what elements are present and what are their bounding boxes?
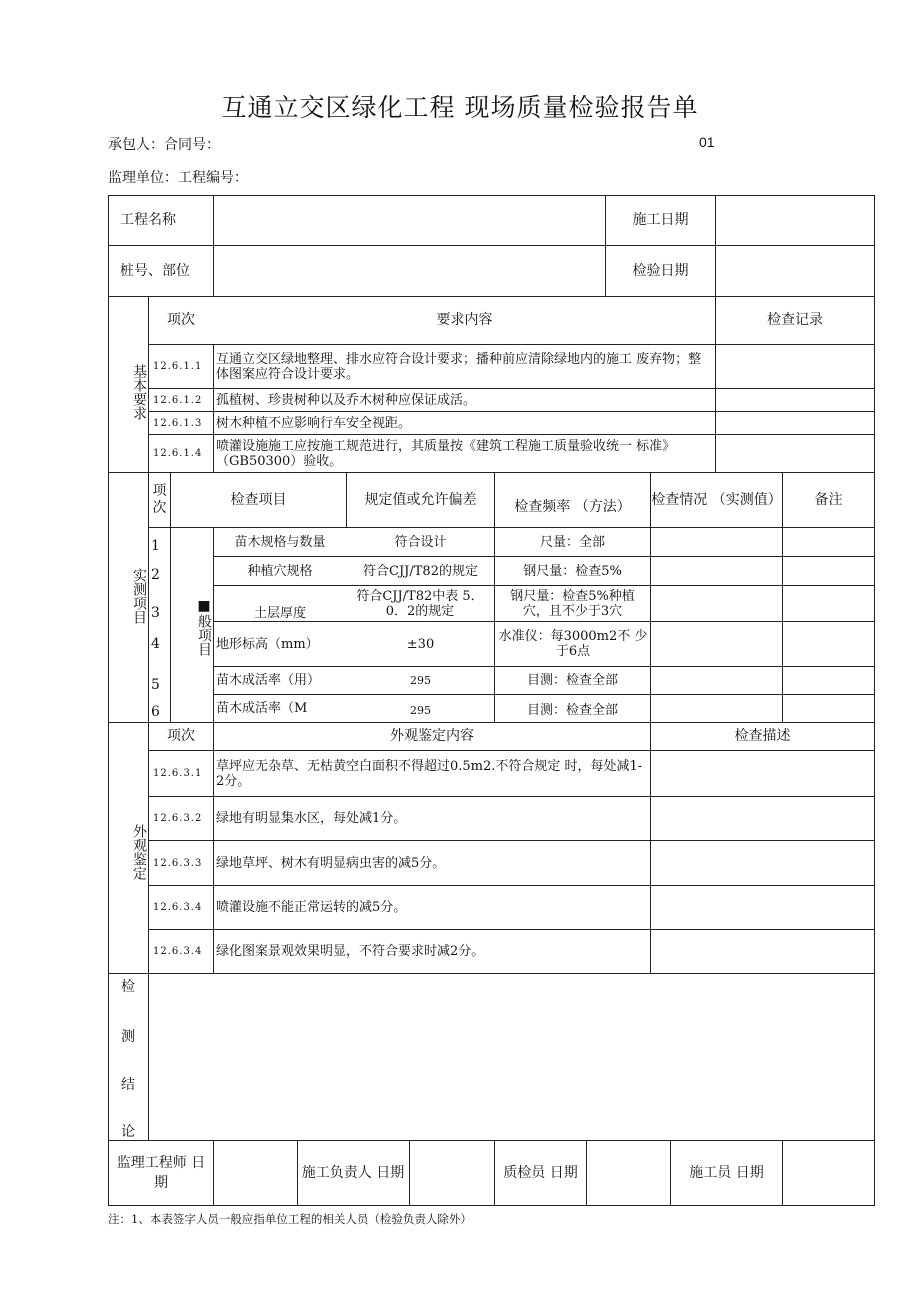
appearance-col-desc: 检查描述 <box>734 728 791 744</box>
measure-row-item: 土层厚度 <box>253 606 306 621</box>
appearance-row-desc[interactable] <box>651 751 874 796</box>
basic-row-code: 12.6.1.2 <box>153 394 203 406</box>
worker-sign-field[interactable] <box>783 1141 874 1205</box>
measure-row-spec: ±30 <box>406 636 435 652</box>
supervisor-label: 监理单位：工程编号： <box>108 170 248 186</box>
inspection-date-field[interactable] <box>716 246 874 296</box>
measure-row-freq: 目测：检查全部 <box>526 673 618 688</box>
qc-sign-label: 质检员 日期 <box>503 1164 578 1181</box>
measure-col-result: 检查情况 （实测值） <box>651 492 782 508</box>
basic-row-text: 孤植树、珍贵树种以及乔木树种应保证成活。 <box>216 392 477 408</box>
appearance-row-code: 12.6.3.1 <box>153 768 203 779</box>
worker-sign-label: 施工员 日期 <box>689 1164 764 1181</box>
basic-row-text: 树木种植不应影响行车安全视距。 <box>216 415 412 431</box>
appearance-row-desc[interactable] <box>651 841 874 885</box>
measure-col-item: 检查项目 <box>230 491 287 508</box>
measure-row-no: 6 <box>151 704 160 720</box>
measure-row-item: 种植穴规格 <box>247 563 313 579</box>
basic-col-item: 项次 <box>167 312 195 328</box>
measure-row-note[interactable] <box>783 586 874 621</box>
measure-row-result[interactable] <box>651 667 782 694</box>
measure-row-item: 苗木成活率（用） <box>216 673 321 688</box>
page-title: 互通立交区绿化工程 现场质量检验报告单 <box>221 93 699 122</box>
basic-row-record[interactable] <box>716 389 874 411</box>
measure-row-no: 1 <box>151 537 160 554</box>
measure-row-note[interactable] <box>783 667 874 694</box>
project-name-label: 工程名称 <box>120 212 176 228</box>
measure-col-no: 项次 <box>152 483 167 516</box>
construction-date-field[interactable] <box>716 196 874 245</box>
basic-row-record[interactable] <box>716 345 874 388</box>
conclusion-char: 测 <box>121 1028 135 1045</box>
appearance-row-code: 12.6.3.3 <box>153 857 203 869</box>
project-name-field[interactable] <box>214 196 605 245</box>
measure-row-freq: 目测：检查全部 <box>526 703 618 718</box>
measure-row-item: 苗木规格与数量 <box>234 534 326 550</box>
measure-section-label: 实测项目 <box>131 568 147 624</box>
basic-row-code: 12.6.1.4 <box>153 448 203 459</box>
measure-row-note[interactable] <box>783 695 874 722</box>
basic-col-record: 检查记录 <box>767 312 823 328</box>
measure-row-freq: 钢尺量：检查5% <box>523 563 622 579</box>
appearance-row-code: 12.6.3.4 <box>153 902 203 913</box>
appearance-row-text: 绿化图案景观效果明显，不符合要求时减2分。 <box>216 944 485 959</box>
measure-group-label: ■般项目 <box>196 598 212 656</box>
measure-row-result[interactable] <box>651 586 782 621</box>
leader-sign-label: 施工负责人 日期 <box>301 1165 405 1181</box>
conclusion-char: 论 <box>121 1124 135 1140</box>
measure-row-spec: 符合设计 <box>394 534 447 550</box>
basic-row-record[interactable] <box>716 412 874 434</box>
conclusion-char: 检 <box>121 978 135 995</box>
measure-row-no: 4 <box>151 635 160 652</box>
contractor-label: 承包人：合同号： <box>108 137 220 153</box>
appearance-row-code: 12.6.3.4 <box>153 946 203 957</box>
basic-row-code: 12.6.1.1 <box>153 361 203 372</box>
basic-row-text: 喷灌设施施工应按施工规范进行，其质量按《建筑工程施工质量验收统一 标准》（GB50300）验收。 <box>216 438 676 469</box>
footnote: 注：1、本表签字人员一般应指单位工程的相关人员（检验负责人除外） <box>108 1212 472 1226</box>
appearance-row-text: 绿地草坪、树木有明显病虫害的减5分。 <box>216 855 446 871</box>
conclusion-char: 结 <box>121 1076 135 1093</box>
basic-row-record[interactable] <box>716 435 874 472</box>
appearance-col-item: 项次 <box>167 728 195 744</box>
qc-sign-field[interactable] <box>587 1141 670 1205</box>
appearance-row-code: 12.6.3.2 <box>153 813 203 824</box>
station-label: 桩号、部位 <box>120 262 190 279</box>
measure-row-freq: 水准仪：每3000m2不 少于6点 <box>498 629 648 659</box>
station-field[interactable] <box>214 246 605 296</box>
basic-row-code: 12.6.1.3 <box>153 417 203 429</box>
appearance-row-desc[interactable] <box>651 797 874 840</box>
appearance-row-text: 喷灌设施不能正常运转的减5分。 <box>216 900 407 915</box>
measure-row-freq: 尺量：全部 <box>539 534 605 550</box>
measure-row-no: 5 <box>151 676 160 693</box>
appearance-row-desc[interactable] <box>651 930 874 973</box>
conclusion-field[interactable] <box>149 974 874 1140</box>
appearance-row-desc[interactable] <box>651 886 874 929</box>
measure-row-result[interactable] <box>651 557 782 585</box>
measure-row-note[interactable] <box>783 557 874 585</box>
measure-row-item: 地形标高（mm） <box>216 636 319 652</box>
measure-col-freq: 检查频率 （方法） <box>514 499 631 515</box>
measure-col-note: 备注 <box>814 491 843 508</box>
measure-row-note[interactable] <box>783 622 874 666</box>
measure-row-spec: 符合CJJ/T82的规定 <box>363 563 478 579</box>
inspection-date-label: 检验日期 <box>632 262 689 279</box>
measure-row-note[interactable] <box>783 528 874 556</box>
measure-row-result[interactable] <box>651 622 782 666</box>
appearance-row-text: 绿地有明显集水区，每处减1分。 <box>216 811 407 826</box>
measure-row-spec: 295 <box>410 674 431 687</box>
basic-col-content: 要求内容 <box>436 312 493 328</box>
serial-number: 01 <box>699 134 715 150</box>
measure-row-spec: 295 <box>410 704 431 717</box>
engineer-sign-label: 监理工程师 日期 <box>116 1155 206 1191</box>
measure-row-spec: 符合CJJ/T82中表 5．0．2的规定 <box>356 588 484 619</box>
basic-section-label: 基本要求 <box>131 364 147 420</box>
measure-row-result[interactable] <box>651 528 782 556</box>
appearance-row-text: 草坪应无杂草、无枯黄空白面积不得超过0.5m2.不符合规定 时，每处减1-2分。 <box>216 758 643 789</box>
leader-sign-field[interactable] <box>410 1141 494 1205</box>
measure-col-spec: 规定值或允许偏差 <box>364 491 477 508</box>
construction-date-label: 施工日期 <box>632 212 689 228</box>
measure-row-freq: 钢尺量：检查5%种植穴，且不少于3穴 <box>510 588 635 619</box>
engineer-sign-field[interactable] <box>214 1141 297 1205</box>
appearance-section-label: 外观鉴定 <box>131 824 147 880</box>
basic-row-text: 互通立交区绿地整理、排水应符合设计要求；播种前应清除绿地内的施工 废弃物；整体图案应符合设计要求。 <box>216 351 702 382</box>
measure-row-item: 苗木成活率（M <box>216 701 308 716</box>
measure-row-no: 3 <box>151 604 160 621</box>
appearance-col-content: 外观鉴定内容 <box>390 728 474 744</box>
measure-row-no: 2 <box>151 566 160 583</box>
measure-row-result[interactable] <box>651 695 782 722</box>
